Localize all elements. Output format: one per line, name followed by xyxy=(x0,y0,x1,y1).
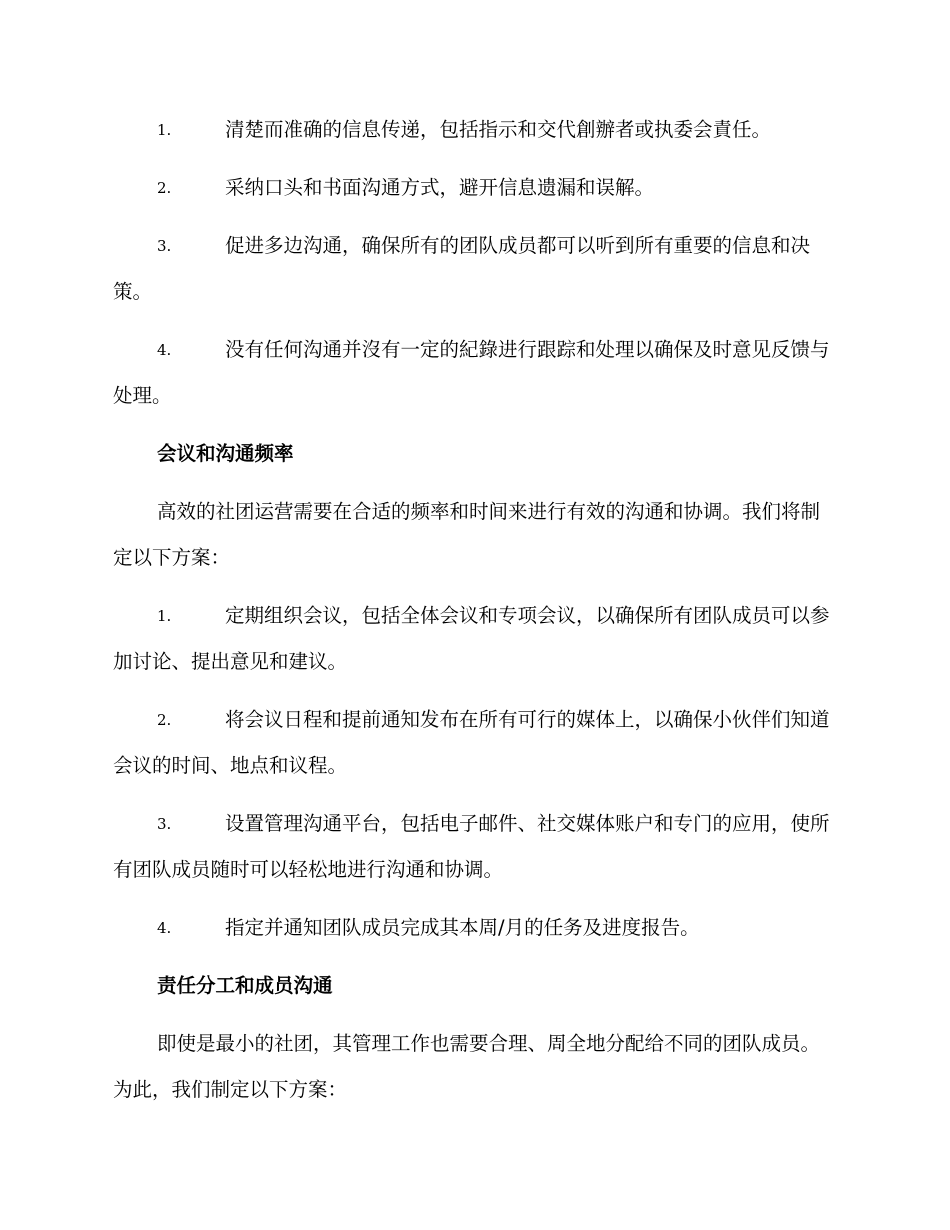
list-text: 指定并通知团队成员完成其本周/月的任务及进度报告。 xyxy=(225,916,700,939)
list-number: 3. xyxy=(157,237,172,255)
list-text: 设置管理沟通平台，包括电子邮件、社交媒体账户和专门的应用，使所有团队成员随时可以轻松地进行沟通和协调。 xyxy=(113,812,830,881)
list-text: 促进多边沟通，确保所有的团队成员都可以听到所有重要的信息和决策。 xyxy=(113,234,811,303)
list-text: 将会议日程和提前通知发布在所有可行的媒体上，以确保小伙伴们知道会议的时间、地点和议程。 xyxy=(113,708,830,777)
list-number: 2. xyxy=(157,711,172,729)
section-intro-meetings: 高效的社团运营需要在合适的频率和时间来进行有效的沟通和协调。我们将制定以下方案： xyxy=(113,500,821,569)
list-item xyxy=(113,593,835,685)
list-text: 定期组织会议，包括全体会议和专项会议，以确保所有团队成员可以参加讨论、提出意见和建议。 xyxy=(113,604,830,673)
list-text: 采纳口头和书面沟通方式，避开信息遗漏和误解。 xyxy=(225,176,655,199)
list-number: 2. xyxy=(157,179,172,197)
list-number: 4. xyxy=(157,919,172,937)
list-number: 4. xyxy=(157,341,172,359)
section-heading-responsibilities: 责任分工和成员沟通 xyxy=(157,974,333,997)
list-item xyxy=(113,327,835,419)
list-text: 清楚而准确的信息传递，包括指示和交代創辦者或执委会責任。 xyxy=(225,118,772,141)
list-number: 3. xyxy=(157,815,172,833)
list-item xyxy=(113,801,835,893)
section-heading-meetings: 会议和沟通频率 xyxy=(157,442,294,465)
section-intro-responsibilities: 即使是最小的社团，其管理工作也需要合理、周全地分配给不同的团队成员。为此，我们制定以下方案： xyxy=(113,1032,821,1101)
list-text: 没有任何沟通并沒有一定的紀錄进行跟踪和处理以确保及时意见反馈与处理。 xyxy=(113,338,830,407)
list-item xyxy=(113,697,835,789)
list-item xyxy=(113,165,835,211)
list-item xyxy=(113,107,835,153)
document-body xyxy=(113,107,835,1125)
list-number: 1. xyxy=(157,607,172,625)
list-number: 1. xyxy=(157,121,172,139)
list-item xyxy=(113,905,835,951)
list-item xyxy=(113,223,835,315)
